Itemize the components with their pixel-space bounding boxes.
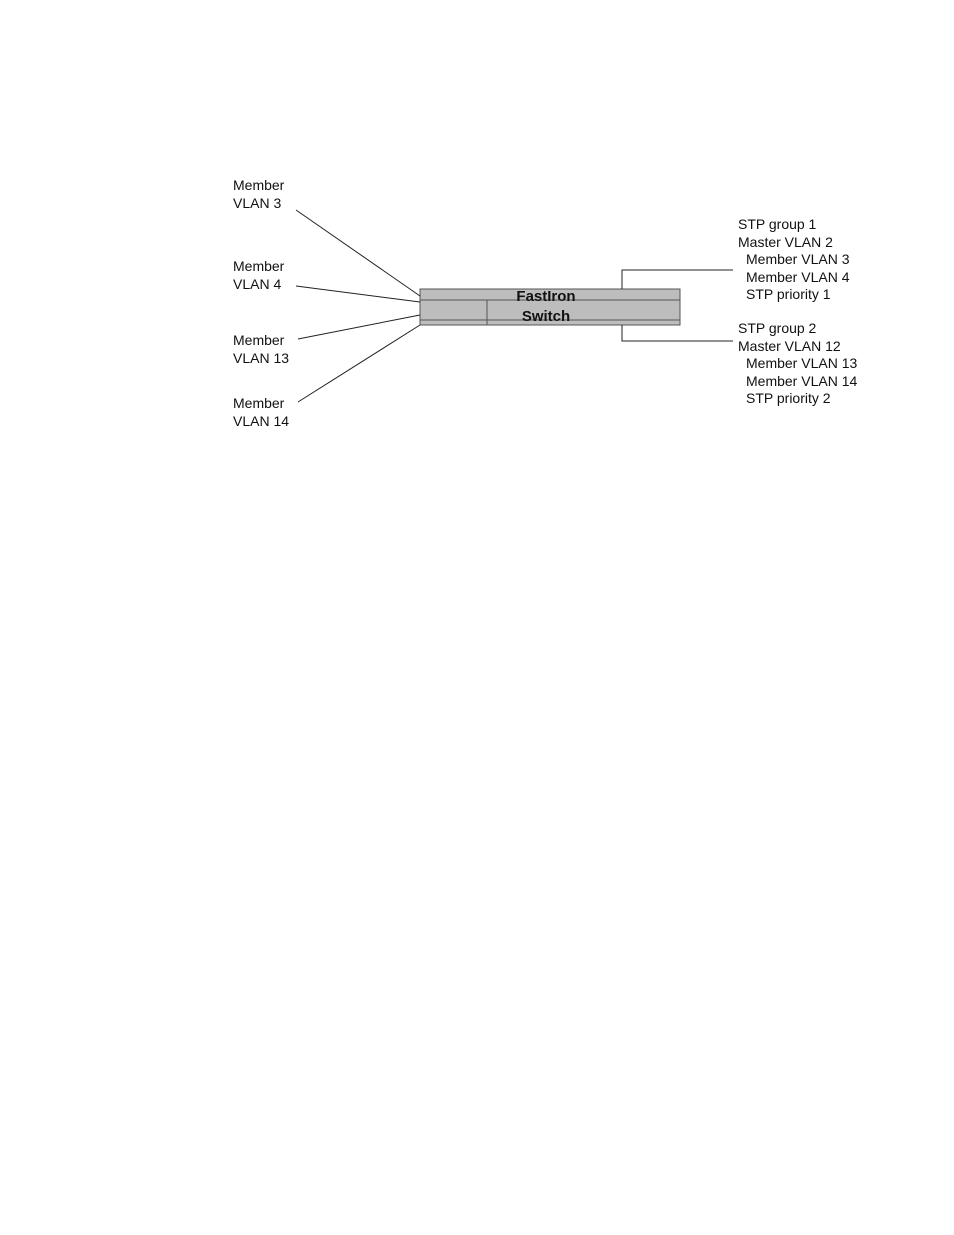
stp-group-priority: STP priority 2 (746, 390, 831, 406)
member-label-line2: VLAN 13 (233, 349, 290, 366)
stp-group-member-vlan: Member VLAN 4 (746, 268, 850, 285)
member-label-line1: Member (233, 177, 285, 193)
member-vlan-13-link (298, 315, 420, 339)
stp-group-master-vlan: Master VLAN 12 (738, 337, 841, 354)
stp-group-2-label (738, 320, 857, 408)
stp-group-2-link (622, 325, 733, 341)
stp-group-1-label (738, 216, 849, 304)
member-vlan-3-link (296, 210, 420, 296)
member-label-line2: VLAN 3 (233, 194, 282, 211)
stp-group-priority: STP priority 1 (746, 286, 831, 302)
stp-group-member-vlan: Member VLAN 3 (746, 251, 850, 267)
member-label-line2: VLAN 4 (233, 275, 282, 292)
member-label-line2: VLAN 14 (233, 412, 290, 429)
member-vlan-4-link (296, 286, 420, 302)
stp-group-title: STP group 2 (738, 320, 817, 336)
switch-label-line1: FastIron (516, 288, 576, 305)
member-label-line1: Member (233, 395, 285, 411)
stp-group-member-vlan: Member VLAN 13 (746, 355, 858, 371)
stp-group-title: STP group 1 (738, 216, 817, 232)
member-vlan-13-label (233, 332, 289, 367)
stp-group-1-link (622, 270, 733, 289)
member-vlan-14-link (298, 325, 420, 402)
member-vlan-3-label (233, 177, 284, 212)
member-label-line1: Member (233, 258, 285, 274)
member-vlan-14-label (233, 395, 289, 430)
stp-group-master-vlan: Master VLAN 2 (738, 233, 833, 250)
member-vlan-4-label (233, 258, 284, 293)
stp-group-member-vlan: Member VLAN 14 (746, 372, 858, 389)
switch-label (486, 287, 606, 327)
member-label-line1: Member (233, 332, 285, 348)
switch-label-line2: Switch (521, 308, 571, 325)
